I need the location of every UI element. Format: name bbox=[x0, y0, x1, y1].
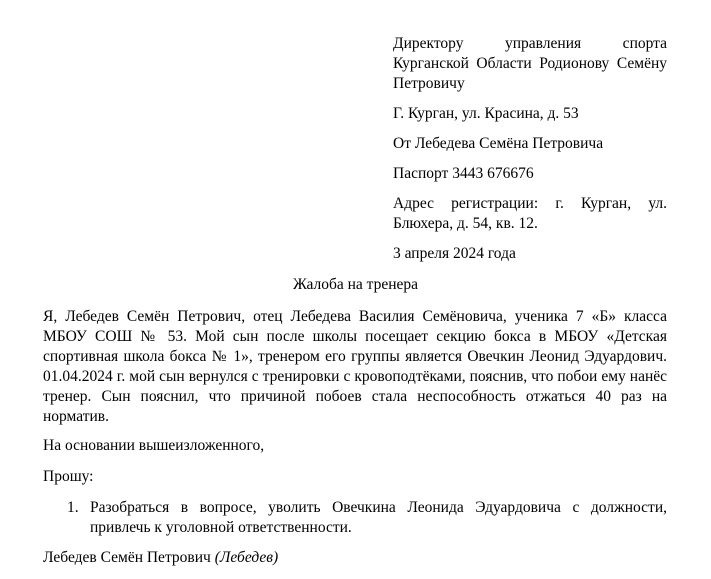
recipient-address: Г. Курган, ул. Красина, д. 53 bbox=[393, 105, 579, 122]
passport-line: Паспорт 3443 676676 bbox=[393, 165, 534, 182]
complaint-paragraph: Я, Лебедев Семён Петрович, отец Лебедева Василия Семёновича, ученика 7 «Б» класса МБОУ СОШ № 53. Мой сын после школы посещает секцию бокса в МБОУ «Детская спортивная школа бокса № 1», тренером его группы является Овечкин Леонид Эдуардович. 01.04.2024 г. мой сын вернулся с тренировки с кровоподтёками, пояснив, что побои ему нанёс тренер. Сын пояснил, что причиной побоев стала неспособность отжаться 40 раз на норматив. bbox=[43, 308, 667, 425]
signature-line bbox=[43, 548, 278, 568]
request-heading: Прошу: bbox=[43, 468, 94, 485]
sender-name: От Лебедева Семёна Петровича bbox=[393, 135, 604, 152]
addressee-block bbox=[393, 34, 667, 274]
document-title: Жалоба на тренера bbox=[292, 276, 419, 293]
list-item-number: 1. bbox=[67, 499, 79, 516]
request-list bbox=[67, 498, 667, 538]
list-item bbox=[67, 498, 667, 538]
registration-address: Адрес регистрации: г. Курган, ул. Блюхера, д. 54, кв. 12. bbox=[393, 195, 667, 232]
document-date: 3 апреля 2024 года bbox=[393, 245, 516, 262]
handwritten-signature: (Лебедев) bbox=[214, 549, 279, 566]
signer-name: Лебедев Семён Петрович bbox=[43, 549, 211, 566]
complaint-body bbox=[43, 307, 667, 427]
basis-line: На основании вышеизложенного, bbox=[43, 437, 265, 454]
list-item-text: Разобраться в вопросе, уволить Овечкина Леонида Эдуардовича с должности, привлечь к уголовной ответственности. bbox=[90, 499, 667, 536]
recipient-line: Директору управления спорта Курганской Области Родионову Семёну Петровичу bbox=[393, 35, 667, 92]
